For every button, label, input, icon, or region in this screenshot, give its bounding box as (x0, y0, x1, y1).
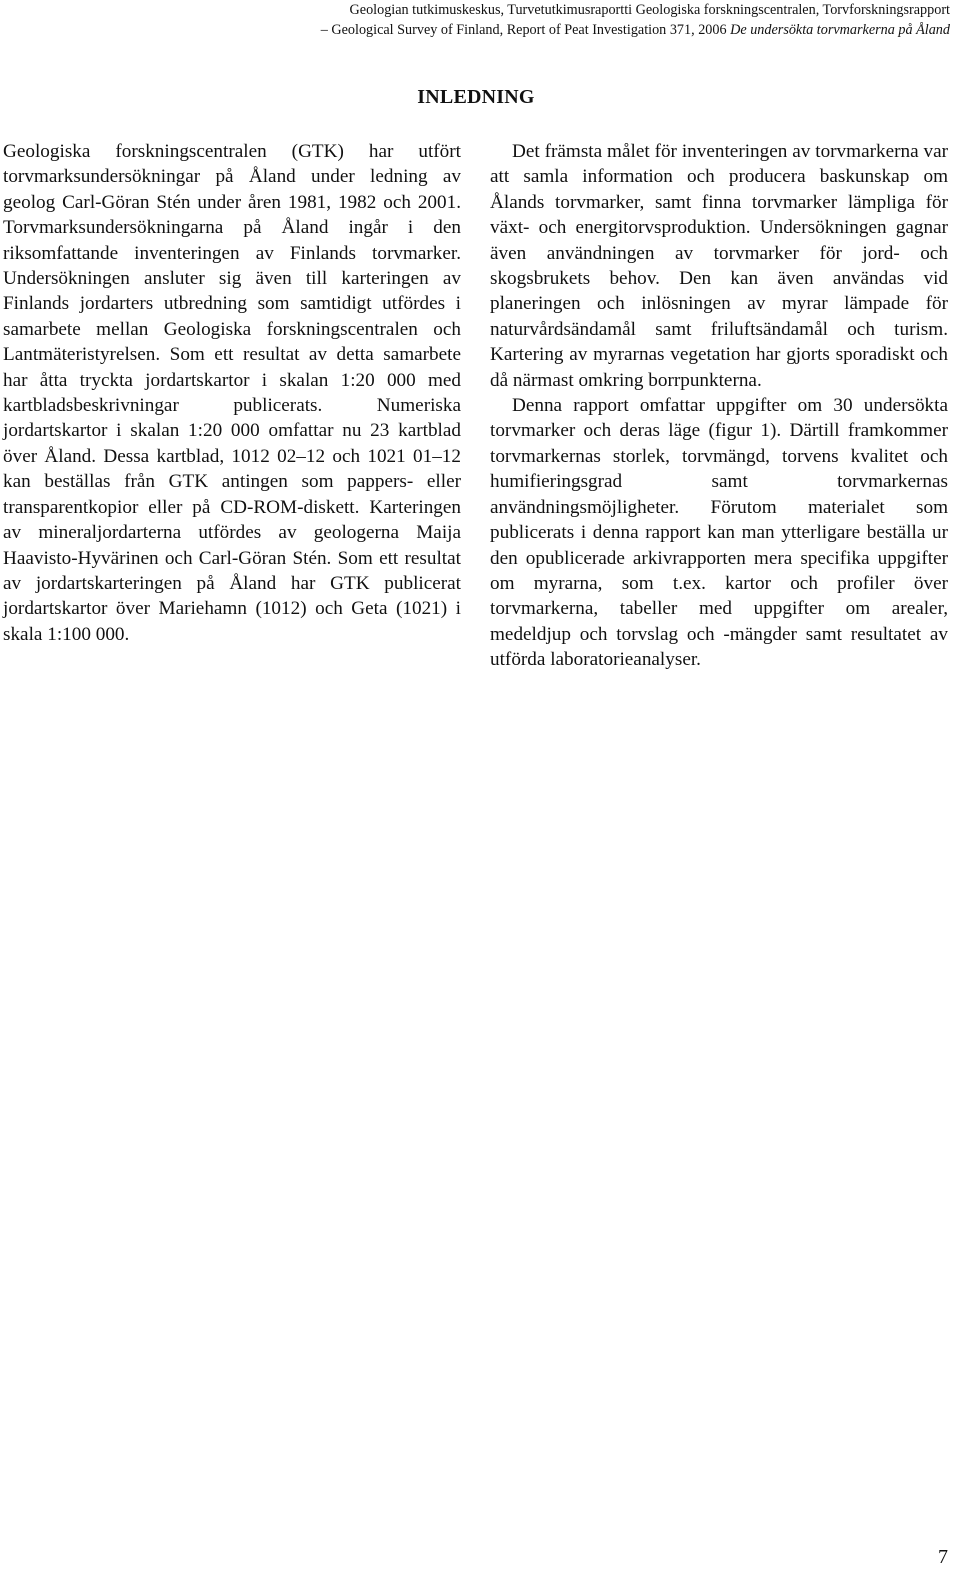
section-title: INLEDNING (417, 86, 535, 108)
left-paragraph-1: Geologiska forskningscentralen (GTK) har utfört torvmarksundersökningar på Åland under ledning av geolog Carl-Göran Stén under åren 1981, 1982 och 2001. Torvmarksundersökningarna på Åland ingår i den riksomfattande inventeringen av Finlands torvmarker. Undersökningen ansluter sig även till karteringen av Finlands jordarters utbredning som samtidigt utfördes i samarbete mellan Geologiska forskningscentralen och Lantmäteristyrelsen. Som ett resultat av detta samarbete har åtta tryckta jordartskartor i skalan 1:20 000 med kartbladsbeskrivningar publicerats. Numeriska jordartskartor i skalan 1:20 000 omfattar nu 23 kartblad över Åland. Dessa kartblad, 1012 02–12 och 1021 01–12 kan beställas från GTK antingen som pappers- eller transparentkopior eller på CD-ROM-diskett. Karteringen av mineraljordarterna utfördes av geologerna Maija Haavisto-Hyvärinen och Carl-Göran Stén. Som ett resultat av jordartskarteringen på Åland har GTK publicerat jordartskartor över Mariehamn (1012) och Geta (1021) i skala 1:100 000. (3, 141, 461, 645)
left-column (3, 139, 461, 647)
right-paragraph-2: Denna rapport omfattar uppgifter om 30 undersökta torvmarker och deras läge (figur 1). Därtill framkommer torvmarkernas storlek, torvmängd, torvens kvalitet och humifieringsgrad samt torvmarkernas användningsmöjligheter. Förutom materialet som publicerats i denna rapport kan man ytterligare beställa ur den opublicerade arkivrapporten mera specifika uppgifter om myrarna, som t.ex. kartor och profiler över torvmarkerna, tabeller med uppgifter om arealer, medeldjup och torvslag och -mängder samt resultatet av utförda laboratorieanalyser. (490, 395, 948, 671)
header-line-1: Geologian tutkimuskeskus, Turvetutkimusraportti Geologiska forskningscentralen, Torvforskningsrapport (349, 2, 950, 18)
running-header (10, 0, 950, 40)
header-line-2 (10, 20, 950, 40)
right-paragraph-1: Det främsta målet för inventeringen av torvmarkerna var att samla information och producera baskunskap om Ålands torvmarker, samt finna torvmarker lämpliga för växt- och energitorvsproduktion. Undersökningen gagnar även användningen av torvmarker för jord- och skogsbrukets behov. Den kan även användas vid planeringen och inlösningen av myrar lämpade för naturvårdsändamål samt friluftsändamål och turism. Kartering av myrarnas vegetation har gjorts sporadiskt och då närmast omkring borrpunkterna. (490, 141, 948, 391)
header-report-title: De undersökta torvmarkerna på Åland (730, 22, 950, 38)
page-number: 7 (938, 1546, 948, 1568)
header-report-info: – Geological Survey of Finland, Report of Peat Investigation 371, 2006 (320, 22, 727, 38)
right-column (490, 139, 948, 673)
